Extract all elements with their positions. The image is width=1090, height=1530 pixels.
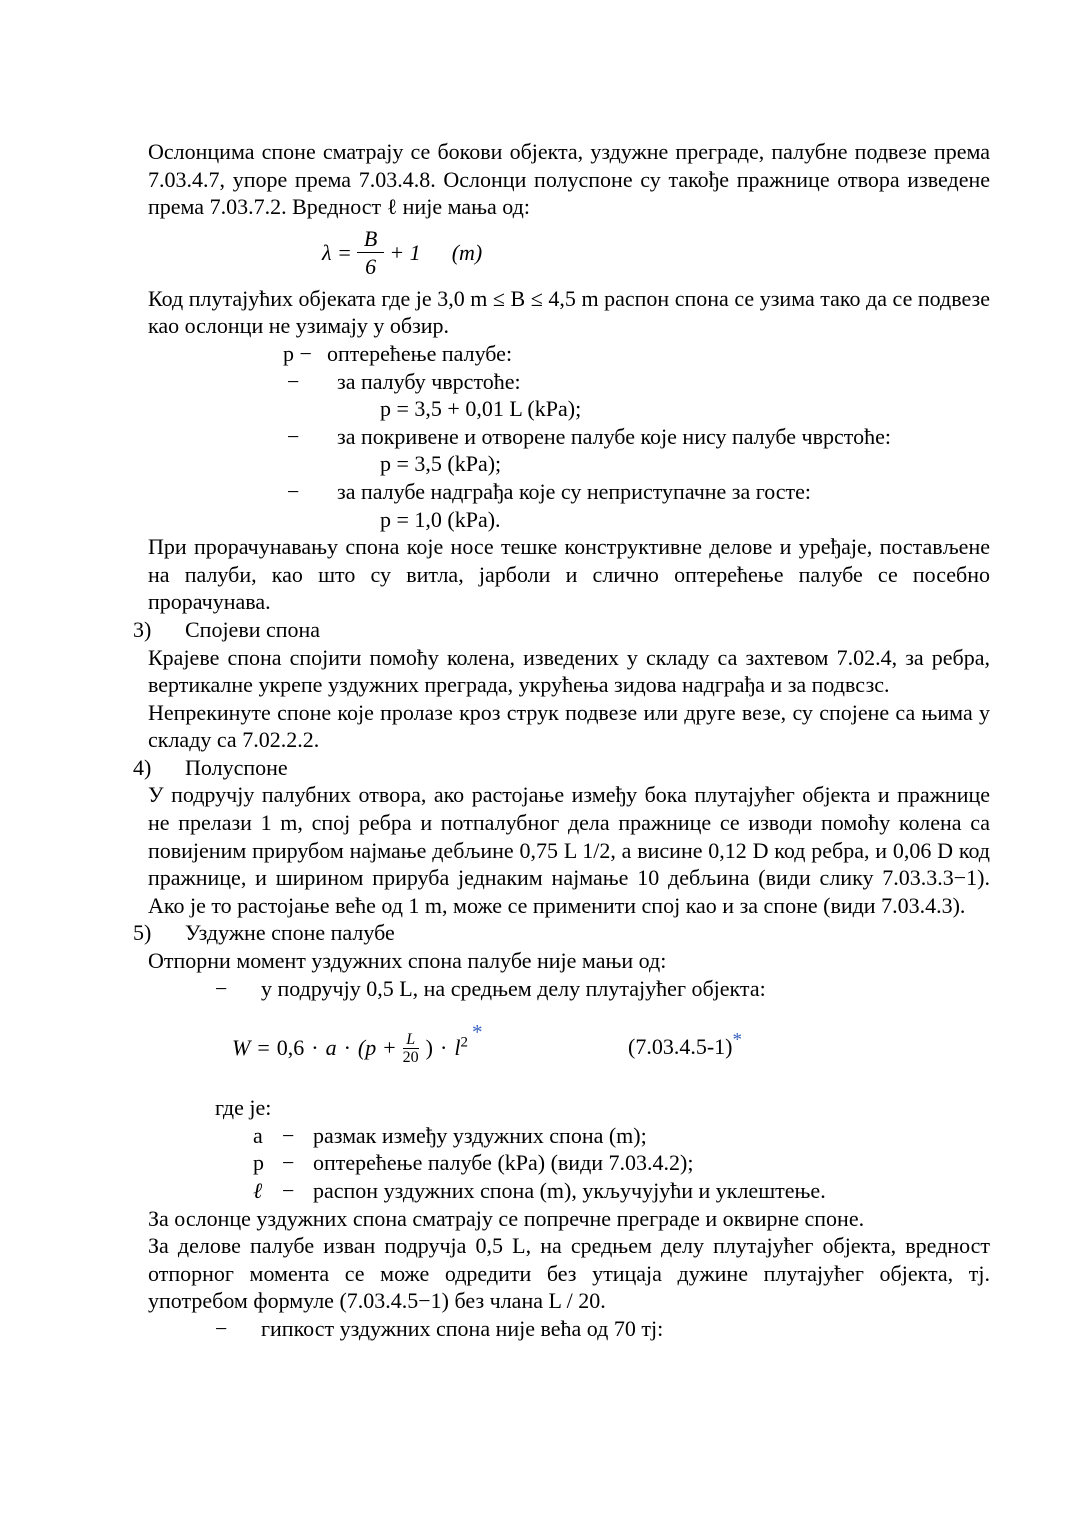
- item-5-bullet-midship: [215, 975, 990, 1003]
- deck-load-formula-covered: p = 3,5 (kPa);: [380, 451, 502, 477]
- w-fraction: [403, 1031, 419, 1066]
- w-span-var: l: [454, 1034, 461, 1060]
- deck-load-label: оптерећење палубе:: [327, 340, 513, 366]
- definition-spacing: [253, 1122, 990, 1150]
- item-3-number: 3): [133, 616, 152, 642]
- item-4-heading: [133, 754, 990, 782]
- deck-load-item-superstructure: [287, 478, 990, 506]
- dash-bullet: −: [215, 1315, 228, 1341]
- dash-separator: −: [282, 1122, 295, 1148]
- outside-region-paragraph: За делове палубе изван подручја 0,5 L, на средњем делу плутајућег објекта, вредност отпорног момента се може одредити без утицаја дужине плутајућег објекта, тј. употребом формуле (7.03.4.5−1) без члана L / 20.: [148, 1233, 990, 1314]
- deck-load-item-text: за палубу чврстоће:: [337, 368, 521, 394]
- w-reference-asterisk: *: [732, 1029, 742, 1051]
- w-denominator: 20: [402, 1048, 419, 1066]
- lambda-formula: [322, 221, 990, 285]
- item-5-title: Уздужне споне палубе: [185, 920, 395, 946]
- w-var: W: [232, 1035, 251, 1061]
- definition-symbol: a: [253, 1122, 263, 1148]
- item-5-number: 5): [133, 920, 152, 946]
- dash-bullet: −: [287, 478, 300, 504]
- w-close-paren: ): [425, 1035, 433, 1061]
- lambda-lhs: λ =: [322, 239, 352, 265]
- dash-separator: −: [282, 1150, 295, 1176]
- lambda-unit: (m): [451, 239, 483, 265]
- w-plus: +: [383, 1035, 396, 1061]
- w-dot: ·: [311, 1035, 319, 1061]
- w-reference-number: (7.03.4.5-1): [628, 1034, 733, 1060]
- definition-symbol: ℓ: [253, 1178, 263, 1203]
- definition-text: распон уздужних спона (m), укључујући и уклештење.: [313, 1178, 826, 1203]
- where-label: где је:: [215, 1095, 272, 1121]
- definition-load: [253, 1149, 990, 1177]
- w-equals: =: [257, 1035, 270, 1061]
- w-footnote-asterisk: *: [471, 1019, 483, 1044]
- item-4-number: 4): [133, 754, 152, 780]
- w-coefficient: 0,6: [276, 1035, 305, 1061]
- section-modulus-formula: [232, 1002, 990, 1094]
- dash-bullet: −: [215, 975, 228, 1001]
- deck-load-formula-strength: p = 3,5 + 0,01 L (kPa);: [380, 396, 582, 422]
- dash-separator: −: [282, 1178, 295, 1203]
- lambda-numerator: B: [357, 225, 384, 254]
- w-dot: ·: [343, 1035, 351, 1061]
- supports-paragraph: За ослонце уздужних спона сматрају се попречне преграде и оквирне споне.: [148, 1205, 865, 1231]
- item-5-bullet-midship-text: у подручју 0,5 L, на средњем делу плутајућег објекта:: [261, 975, 766, 1001]
- lambda-fraction: [357, 225, 384, 281]
- deck-load-heading: [283, 340, 990, 368]
- item-3-heading: [133, 616, 990, 644]
- deck-load-item-text: за палубе надграђа које су неприступачне за госте:: [337, 478, 812, 504]
- deck-load-item-covered: [287, 423, 990, 451]
- deck-load-item-strength: [287, 368, 990, 396]
- w-numerator: L: [403, 1031, 419, 1049]
- dash-bullet: −: [287, 423, 300, 449]
- definition-text: размак између уздужних спона (m);: [313, 1122, 647, 1148]
- w-exponent: 2: [460, 1034, 468, 1051]
- definition-symbol: p: [253, 1150, 264, 1176]
- item-3-title: Спојеви спона: [185, 616, 321, 642]
- item-4-title: Полуспоне: [185, 754, 288, 780]
- item-5-intro: Отпорни момент уздужних спона палубе није мањи од:: [148, 948, 667, 974]
- dash-bullet: −: [287, 368, 300, 394]
- lambda-denominator: 6: [365, 254, 377, 280]
- item-3-paragraph-2: Непрекинуте споне које пролазе кроз струк подвезе или друге везе, су спојене са њима у складу са 7.02.2.2.: [148, 699, 990, 753]
- deck-load-symbol: p −: [283, 340, 312, 366]
- item-5-heading: [133, 919, 990, 947]
- w-open-paren-p: (p: [357, 1035, 377, 1061]
- item-4-paragraph: У подручју палубних отвора, ако растојање између бока плутајућег објекта и пражнице не прелази 1 m, спој ребра и потпалубног дела пражнице се изводи помоћу колена са повијеним прирубом најмање дебљине 0,75 L 1/2, а висине 0,12 D код ребра, и 0,06 D код пражнице, и ширином прируба једнаким најмање 10 дебљина (види слику 7.03.3.3−1). Ако је то растојање веће од 1 m, може се применити спој као и за споне (види 7.03.4.3).: [148, 782, 990, 918]
- item-3-paragraph-1: Крајеве спона спојити помоћу колена, изведених у складу са захтевом 7.02.4, за ребра, вертикалне укрепе уздужних преграда, укрућења зидова надграђа и за подвсзс.: [148, 644, 990, 698]
- page-body: [133, 138, 990, 1343]
- item-5-bullet-flexibility: [215, 1315, 990, 1343]
- span-paragraph: Код плутајућих објеката где је 3,0 m ≤ B ≤ 4,5 m распон спона се узима тако да се подвезе као ослонци не узимају у обзир.: [148, 285, 990, 339]
- definition-text: оптерећење палубе (kPa) (види 7.03.4.2);: [313, 1150, 694, 1176]
- deck-load-formula-superstructure: p = 1,0 (kPa).: [380, 506, 501, 532]
- w-spacing-var: a: [325, 1035, 337, 1061]
- intro-paragraph: Ослонцима споне сматрају се бокови објекта, уздужне преграде, палубне подвезе према 7.03.4.7, упоре према 7.03.4.8. Ослонци полуспоне су такође пражнице отвора изведене према 7.03.7.2. Вредност ℓ није мања од:: [148, 139, 990, 220]
- deck-load-item-text: за покривене и отворене палубе које нису палубе чврстоће:: [337, 423, 891, 449]
- w-dot: ·: [439, 1035, 448, 1061]
- item-5-bullet-flexibility-text: гипкост уздужних спона није већа од 70 тј:: [261, 1315, 664, 1341]
- heavy-parts-paragraph: При прорачунавању спона које носе тешке конструктивне делове и уређаје, постављене на палуби, као што су витла, јарболи и слично оптерећење палубе се посебно прорачунава.: [148, 534, 990, 615]
- w-span-term: [454, 1019, 483, 1063]
- lambda-rhs: + 1: [389, 239, 421, 265]
- definition-span: [253, 1177, 990, 1205]
- w-formula-reference: [628, 1029, 742, 1061]
